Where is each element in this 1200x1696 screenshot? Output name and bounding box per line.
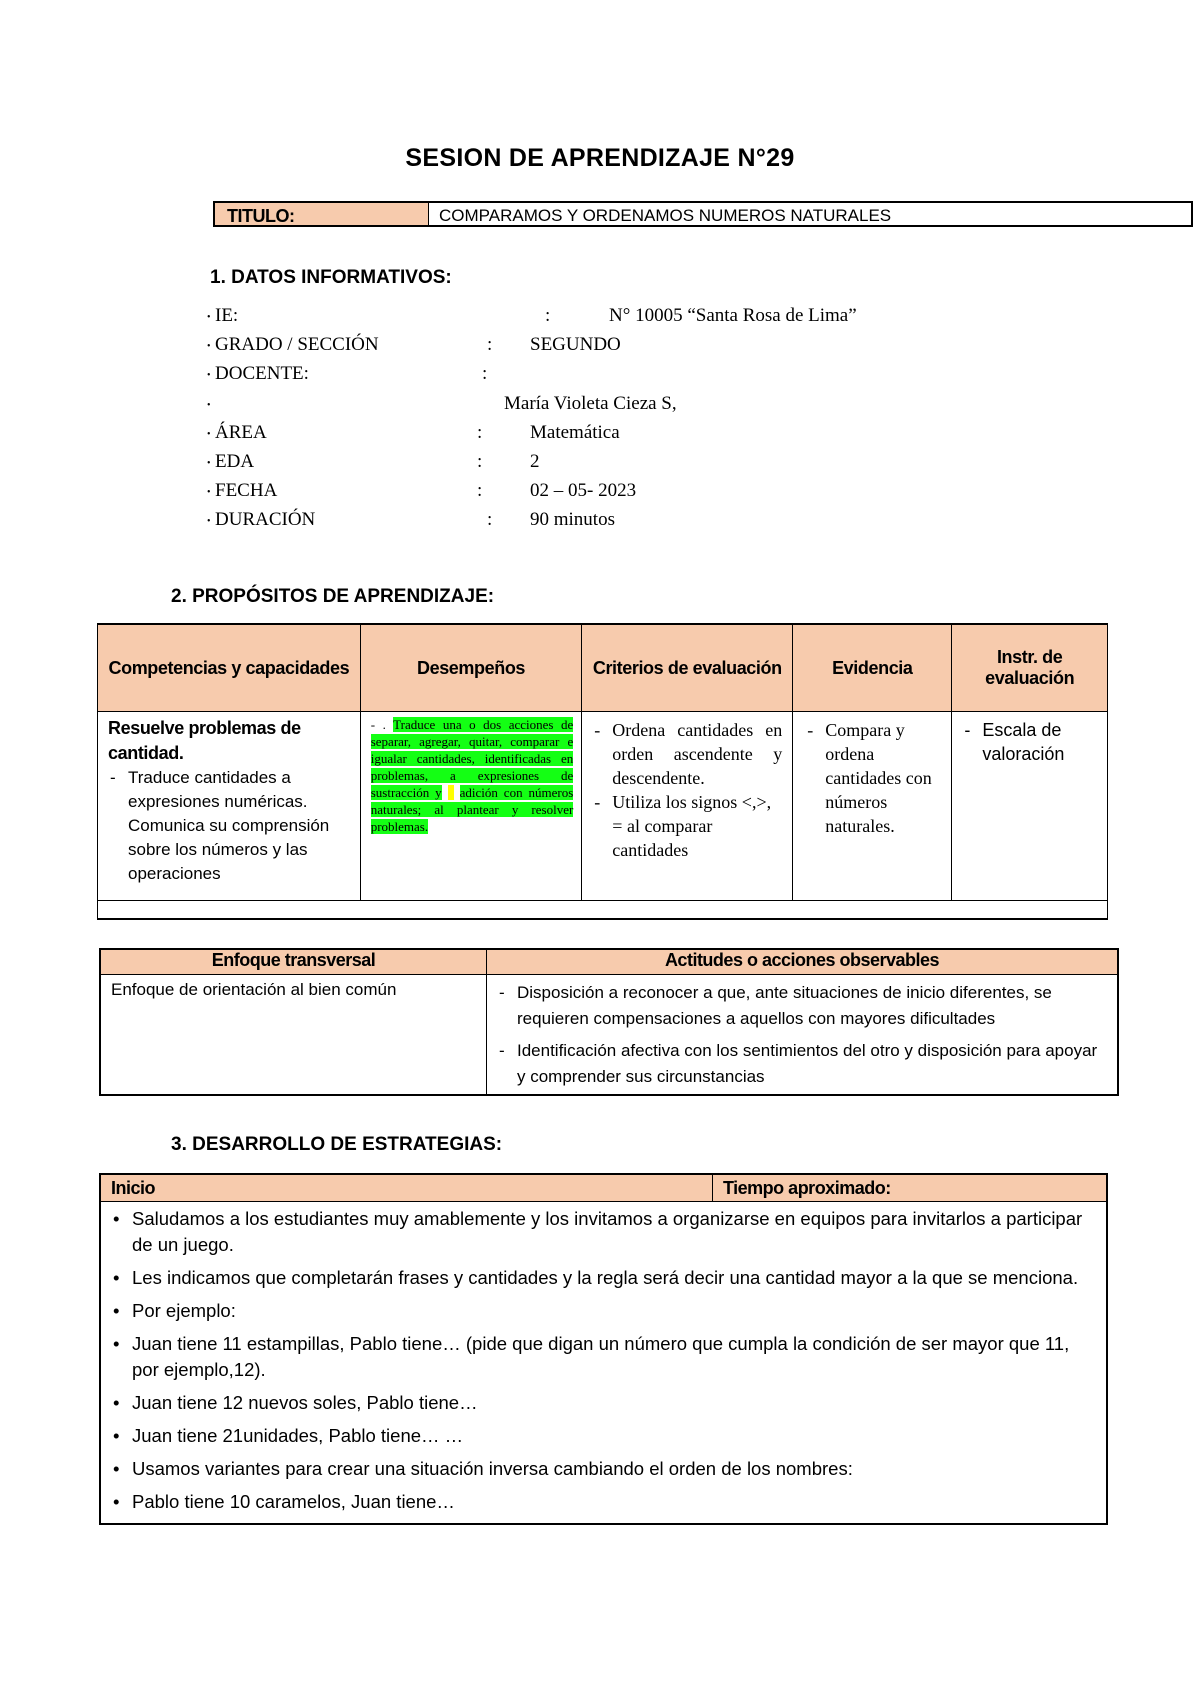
desarrollo-item: • Juan tiene 11 estampillas, Pablo tiene… (pide que digan un número que cumpla la condición de ser mayor que 11, por ejemplo,12). [113, 1331, 1094, 1383]
datos-sep: : [487, 334, 493, 355]
instrumento-item: - Escala de valoración [962, 718, 1097, 766]
datos-value: María Violeta Cieza S, [504, 393, 677, 414]
bullet-icon: • [207, 370, 211, 381]
bullet-icon: • [207, 341, 211, 352]
inicio-label: Inicio [100, 1174, 713, 1202]
header-instrumento: Instr. de evaluación [952, 624, 1108, 712]
desarrollo-header-row [100, 1174, 1107, 1202]
evidencia-item: - Compara y ordena cantidades con números naturales. [805, 718, 939, 838]
datos-heading: 1. DATOS INFORMATIVOS: [210, 267, 452, 288]
desarrollo-item: • Usamos variantes para crear una situación inversa cambiando el orden de los nombres: [113, 1456, 1094, 1482]
desarrollo-item: • Pablo tiene 10 caramelos, Juan tiene… [113, 1489, 1094, 1515]
header-desempenos: Desempeños [360, 624, 582, 712]
actitud-item: - Identificación afectiva con los sentimientos del otro y disposición para apoyar y comprender sus circunstancias [497, 1038, 1107, 1090]
bullet-icon: • [207, 429, 211, 440]
desarrollo-cell [100, 1202, 1107, 1525]
evidencia-cell [793, 712, 952, 901]
empty-cell [98, 901, 1108, 920]
titulo-value: COMPARAMOS Y ORDENAMOS NUMEROS NATURALES [439, 206, 892, 225]
titulo-label: TITULO: [215, 203, 429, 225]
datos-value: Matemática [530, 422, 620, 443]
bullet-icon: • [207, 312, 211, 323]
instrumento-cell [952, 712, 1108, 901]
competencia-title: Resuelve problemas de cantidad. [108, 718, 301, 763]
desarrollo-list [113, 1206, 1094, 1515]
bullet-icon: • [207, 487, 211, 498]
competencia-cell [98, 712, 361, 901]
propositos-table [97, 623, 1108, 920]
datos-label: GRADO / SECCIÓN [215, 334, 379, 355]
bullet-icon: • [207, 516, 211, 527]
datos-value: 02 – 05- 2023 [530, 480, 637, 501]
enfoque-name: Enfoque de orientación al bien común [100, 975, 487, 1096]
instrumento-list [962, 718, 1097, 766]
datos-sep: : [487, 509, 493, 530]
datos-value: 90 minutos [530, 509, 615, 530]
desarrollo-item: • Juan tiene 21unidades, Pablo tiene… … [113, 1423, 1094, 1449]
datos-label: DURACIÓN [215, 509, 316, 530]
criterios-cell [582, 712, 793, 901]
desarrollo-row [100, 1202, 1107, 1525]
datos-sep: : [477, 451, 483, 472]
enfoque-header-row [100, 949, 1118, 975]
datos-label: ÁREA [215, 422, 267, 443]
document-title: SESION DE APRENDIZAJE N°29 [405, 144, 795, 172]
header-criterios: Criterios de evaluación [582, 624, 793, 712]
competencia-list [108, 766, 354, 886]
propositos-heading: 2. PROPÓSITOS DE APRENDIZAJE: [171, 586, 495, 607]
bullet-icon: • [207, 458, 211, 469]
desarrollo-item: • Juan tiene 12 nuevos soles, Pablo tiene… [113, 1390, 1094, 1416]
datos-sep: : [477, 422, 483, 443]
datos-sep: : [477, 480, 483, 501]
enfoque-row [100, 975, 1118, 1096]
desarrollo-item: • Les indicamos que completarán frases y cantidades y la regla será decir una cantidad mayor a la que se menciona. [113, 1265, 1094, 1291]
propositos-empty-row [98, 901, 1108, 920]
actitud-item: - Disposición a reconocer a que, ante situaciones de inicio diferentes, se requieren compensaciones a aquellos con mayores dificultades [497, 980, 1107, 1032]
evidencia-list [805, 718, 939, 838]
datos-label: IE: [215, 305, 239, 326]
criterio-item: - Utiliza los signos <,>, = al comparar cantidades [592, 790, 782, 862]
desempeno-text-2: adición con números naturales; al plantear y resolver problemas. [370, 785, 574, 834]
datos-value: SEGUNDO [530, 334, 621, 355]
desarrollo-item: • Saludamos a los estudiantes muy amablemente y los invitamos a organizarse en equipos para invitarlos a participar de un juego. [113, 1206, 1094, 1258]
datos-label: DOCENTE: [215, 363, 309, 384]
propositos-row [98, 712, 1108, 901]
enfoque-table [99, 948, 1119, 1096]
desempeno-cell [360, 712, 582, 901]
highlight-mark [448, 785, 454, 800]
criterios-list [592, 718, 782, 862]
header-actitudes: Actitudes o acciones observables [487, 949, 1119, 975]
header-enfoque: Enfoque transversal [100, 949, 487, 975]
actitudes-cell [487, 975, 1119, 1096]
datos-label: FECHA [215, 480, 278, 501]
desempeno-text-1: Traduce una o dos acciones de separar, agregar, quitar, comparar e igualar cantidades, identificadas en problemas, a expresiones de sustracción y [370, 717, 574, 800]
header-evidencia: Evidencia [793, 624, 952, 712]
datos-label: EDA [215, 451, 255, 472]
titulo-bar [213, 201, 1193, 227]
actitudes-list [497, 980, 1107, 1090]
desarrollo-item: • Por ejemplo: [113, 1298, 1094, 1324]
tiempo-label: Tiempo aproximado: [713, 1174, 1108, 1202]
datos-value: N° 10005 “Santa Rosa de Lima” [609, 305, 857, 326]
desarrollo-table [99, 1173, 1108, 1525]
bullet-icon: • [207, 400, 211, 411]
datos-sep: : [545, 305, 551, 326]
criterio-item: - Ordena cantidades en orden ascendente y descendente. [592, 718, 782, 790]
propositos-header-row [98, 624, 1108, 712]
datos-sep: : [482, 363, 488, 384]
desarrollo-heading: 3. DESARROLLO DE ESTRATEGIAS: [171, 1134, 503, 1155]
datos-value: 2 [530, 451, 540, 472]
desempeno-dash: - . [370, 717, 386, 732]
competencia-item: - Traduce cantidades a expresiones numéricas. Comunica su comprensión sobre los números y las operaciones [108, 766, 354, 886]
header-competencias: Competencias y capacidades [98, 624, 361, 712]
